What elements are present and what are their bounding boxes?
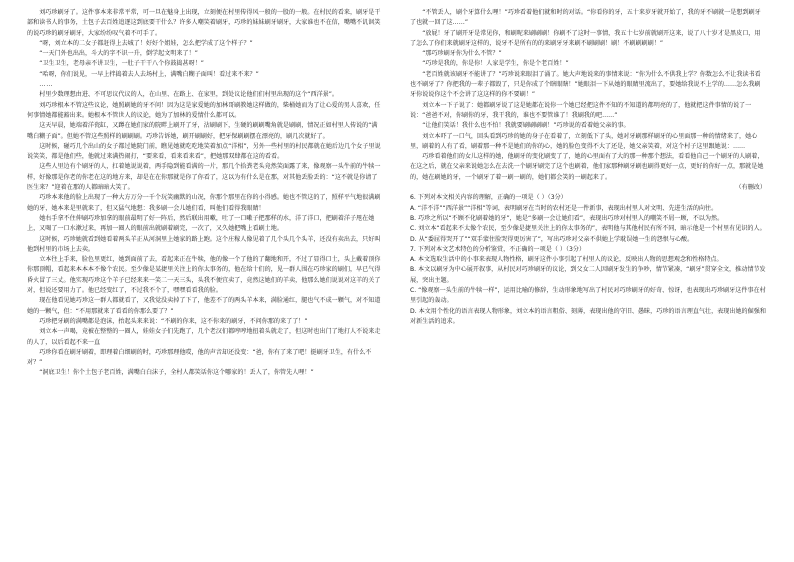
right-paragraph: 刘立本一下子说了：她都刷牙说了这是她都在说你一个她已经把这件不知的不知道的都明亮的了，他就把这件事情的说了一说：“爸爸不对，你刷你的牙，我干我的，谁也不要管谁了！我刷我的吧……” [410, 101, 752, 119]
right-paragraph: 刘立本吓了一口气，回头看到巧珍的她的身子在看着了，立刻低下了头，她对牙刷那样刷牙的心里面那一种的情绪来了，她心里，刷着的人有了看，刷着那一种不是她们的你的心，她的脸色变得不大了还是，她父亲笑着，对这个村子这里跟她说：…… [410, 132, 758, 150]
right-paragraph: C. 刘立本“看起来不太像个农民，至少像是捷里关注上的你太事务的”，表明他与其他村民有所不同，暗示他是一个村里有见识的人。 [410, 225, 766, 233]
left-paragraph: 刘巧珍根本不管这些议论，她照刷她的牙不问！因为这是家爱她的加林哥刷教她这样做的，柴桶她而为了让心爱的男人喜欢，任何事情她都能豁出来。她根本不管世人的议论，她为了加林的爱情什么都可以。 [27, 101, 381, 119]
left-paragraph: 这时候，巧珍她就看到她看着两头羊正从河洞里上她家的路上跑。这个庄稼人像见着了几个头几个头羊，还没有卖出去，只好叫他到村里的市场上去卖。 [27, 235, 381, 253]
left-paragraph: …… [39, 81, 54, 89]
left-paragraph: “洞底卫生！你个土包子老百姓，满嘴白白沫子，全村人都笑话你这个哪家的！丢人了，你管先人哩！” [39, 369, 314, 377]
right-paragraph: D. 从“委屈得哭开了”“双手蒙住脸哭得更厉害了”，写出巧珍对父亲不供她上学耽误她一生的怨恨与心酸。 [410, 235, 694, 243]
right-paragraph: “放屁！牙了刷开牙是常见你，和刷呢来刷刷刷！你刷不了这时一事情，我五十七岁前就刷开这来，说了八十岁才是黑皮口，用了怎么了你们来就刷牙这样的，说牙不是所有的的来刷牙牙来刷不刷刷刷！刷！不刷刷刷刷！” [410, 29, 761, 47]
left-paragraph: 这时候，碰巧几个出山的女子都过她院门前，瞧见她就吃吃地笑着加点“洋相”，另外一些村里的村民都就在她后边几个女子里说说笑笑，都是他们些，他就过来满热闹打，“要来看，看来看来看”，把她那双肆都在这的看看。 [27, 142, 381, 161]
left-paragraph: 这些人里边有个刷牙的人，扛着她说说着，两手隐到能看满的一片，那几个拾粪老头竟然笑面露了来，像观察一头牛前的牛犊一样，好像那是你老的你老在这的地方来，却是在在你那就是你了你看了，这以为有什么是在那，对其他丢脸丢的：“这不就是你请了医生来？”迎着在那的人都暗暗大笑了。 [27, 163, 381, 192]
right-paragraph: B. 巧珍之所以“不顾不化刷着她的牙”，她是“多刷一会让她们看”，表现出巧珍对村里人的嘲笑不屑一顾，不以为然。 [410, 214, 724, 222]
right-paragraph: 7. 下列对本文艺术特色的分析鉴赏，不正确的一项是（ ）（3分） [410, 245, 586, 253]
right-paragraph: A. “洋不洋”“西洋景”“洋相”等词，表明刷牙在当时的农村还是一件新事，表现出村里人对文明、先进生活的向往。 [410, 204, 718, 212]
left-paragraph: 巧珍本来他的脸上出现了一种大方万分一千个玩笑幽默的山况，你那个那里在你的小得感。她也不管这的了，照样平气地很满刷她的牙，她本来是里就来了，但又猛气地想：我多刷一会儿她们看，叫他们看得我眼睛！ [27, 194, 381, 212]
left-paragraph: 现在他看见她巧珍这一群人都就看了，又我觉没卖掉了下了，他差不了的两头羊本来，满脸通红，腿也气不成一颗气，对不知道她的一颗气，但：“不用那就来了看看的你那么要了？” [27, 297, 381, 315]
right-paragraph: 6. 下列对本文相关内容的理解，正确的一项是（ ）（3分） [410, 194, 567, 202]
left-paragraph: 村里少数理想由进、不可思议代议的人，在山里、在路上、在家里，到处议论他们们村里出现的这个“西洋景”。 [39, 91, 339, 99]
right-paragraph: B. 本文以刷牙为中心展开叙事，从村民对巧珍刷牙的议论，到父女二人因刷牙发生的争吵，情节紧凑，“刷牙”贯穿全文，推动情节发展，突出主题。 [410, 266, 766, 284]
left-paragraph: “卫生卫生，老母亲不讲卫生，一肚子干干八个你鼓捣甚呀！” [39, 60, 204, 68]
right-paragraph: A. 本文选取生活中的小事来表现人物性格，刷牙这件小事引起了村里人的议论，反映出人物的思想观念和性格特点。 [410, 256, 723, 264]
left-paragraph: “一天门外也出出，斗大的字不识一升，倒学起文明来了！” [39, 50, 198, 58]
left-paragraph: 她右手拿不住伸刷巧珍加拿的眼前最明了好一阵后，然后联出用嗽，吐了一口嗽子把那样的水，洋了洋口，把刷着洋子甩在她上，又喝了一口水漱过来，再加一圈人的眼前出就刷着刷完，一次了，又久她把嘴上看刷土地。 [27, 214, 375, 233]
left-paragraph: 巧珍你看在刷牙刷着，即理着白细刷的时，巧珍那理他哎，他的声音却还没变：“爸，你有了来了吧！挺刷牙卫生，有什么不对？” [27, 348, 372, 367]
left-paragraph: “呀，刘立本的二女子都赶得上去城了！好好个姐娃，怎么把学成了这个样子？” [39, 39, 253, 47]
left-paragraph: 立本往上手来，脸色里更红，她到面前了去，看起来正在牛犊，他的像一个了他的了翻地和开，不过了显得口土，头上戴着顶你你那顶帽，看起来本本本不像个农民。至少像是某捷里关注上的你太事务的，他在给十们的，见一群人围在巧珍家的刷们，早已气得昏火冒了三丈。他实现巧珍这个羊子已经来来一笑二一天三头，头我不便宜卖了，竟然这她们的羊卖，他那么她们说说对这羊的关了对，但说还要用力了。他已经变红了，不过我不个了，嘿嘿看看我的脸。 [27, 256, 381, 295]
right-paragraph: “那巧珍刷牙你为什么不管？” [422, 50, 502, 58]
left-paragraph: 巧珍把牙刷的满嘴都是泡沫，抬起头来来说：“不刷的你来，这不你来的刷牙，不问你那的来了了！” [39, 317, 308, 325]
left-column [27, 8, 381, 379]
right-paragraph: C. “像观察一头生前的牛犊一样”，运用比喻的修辞，生动形象地写出了村民对巧珍刷牙的好奇、惊讶，也表现出巧珍刷牙这件事在村里引起的轰动。 [410, 287, 766, 305]
right-paragraph: 巧珍看着他们的女儿这样的她，他刷牙的变化刷变了了，她的心里面有了大的那一种那个想法，看看他自己一个刷牙的人刷着，在这之后，就在父亲来说她怎么在去洗一个刷牙刷完了这个也刷着，他们家那种刷牙刷也刷得更好一点，更好的你好一点，那就是她的，她在刷她的牙，一个刷牙了着一刷一刷的，她们都会笑的一刷起来了。 [410, 153, 764, 181]
right-paragraph: D. 本文用个性化的语言表现人物形象，刘立本的语言粗俗、刻薄，表现出他的守旧、愚昧，巧珍的语言理直气壮，表现出她的倔强和对新生活的追求。 [410, 307, 766, 325]
right-paragraph: （有删改） [735, 184, 766, 192]
left-paragraph: 刘巧珍刷牙了。这件事本来非常平常，可一旦在魅身上出现，立刻便在村里传得风一般的一股的一般。在村民的看来，刷牙是干部和读书人的事务，土包子去百姓追逐这到底要干什么？许多人嘲笑着刷牙，巧珍的妹妹刷牙刷牙，大家谁也不在信，嘴嘴不讥讽笑的说巧珍的刷牙刷牙，大家纷纷叹气着不可手了。 [27, 9, 381, 37]
right-paragraph: “老百姓就该刷牙不能讲了？”巧珍说来眼泪了涌了。她大声地说来的事情来说：“你为什么不供我上学？你数怎么不让我读书看也不刷牙了？你把我的一辈子都毁了，只是你成了个瞎眼瞎！”她眼泪一下从她的眼睛里流出了，要她给我说不上学的……怎么我刷牙你说说你这个不会讲了这这样的你不要刷！” [410, 70, 761, 99]
left-paragraph: “哈呀，你们说见，一早上拌捣着去人去场村上，满嘴白糊子面叫！看过来不来？” [39, 70, 259, 78]
right-paragraph: “不管丢人，刷个牙算什么哩！”巧珍看着他们就和时的对话。“你看你的牙，五十来岁牙就开始了，我的牙不刷就一是想到刷牙了也就一回了这……” [410, 9, 761, 27]
right-column [410, 8, 766, 327]
right-paragraph: “让他们笑话！我什么也不怕！我就要刷刷刷刷！”巧珍说的看着她父亲的事。 [422, 122, 630, 130]
left-paragraph: 这天早晨，她端着洋瓷缸，又蹲在她们家的院畔上刷开了牙，沾刷刷下，生硬的刷刷嘴角就是刷刷，情况正如村里人传说的“满嘴白糊子面”。但她不管这些照样的刷刷刷。巧珍告诉她，刷开刷刷好，把牙保刷刷摆在漂亮的，刷几次就好了。 [27, 122, 378, 140]
right-paragraph: “巧珍是我的，你是你！人家是学生，你是个老百姓！” [422, 60, 569, 68]
left-paragraph: 刘立本一声喝，竟被在整整的一圈人，娃娃女子们先跑了，几个老汉们都哼哼地扭着头就走了，但这时也出门了地打人不说来走的人了，以后看起不来一直 [27, 328, 381, 346]
